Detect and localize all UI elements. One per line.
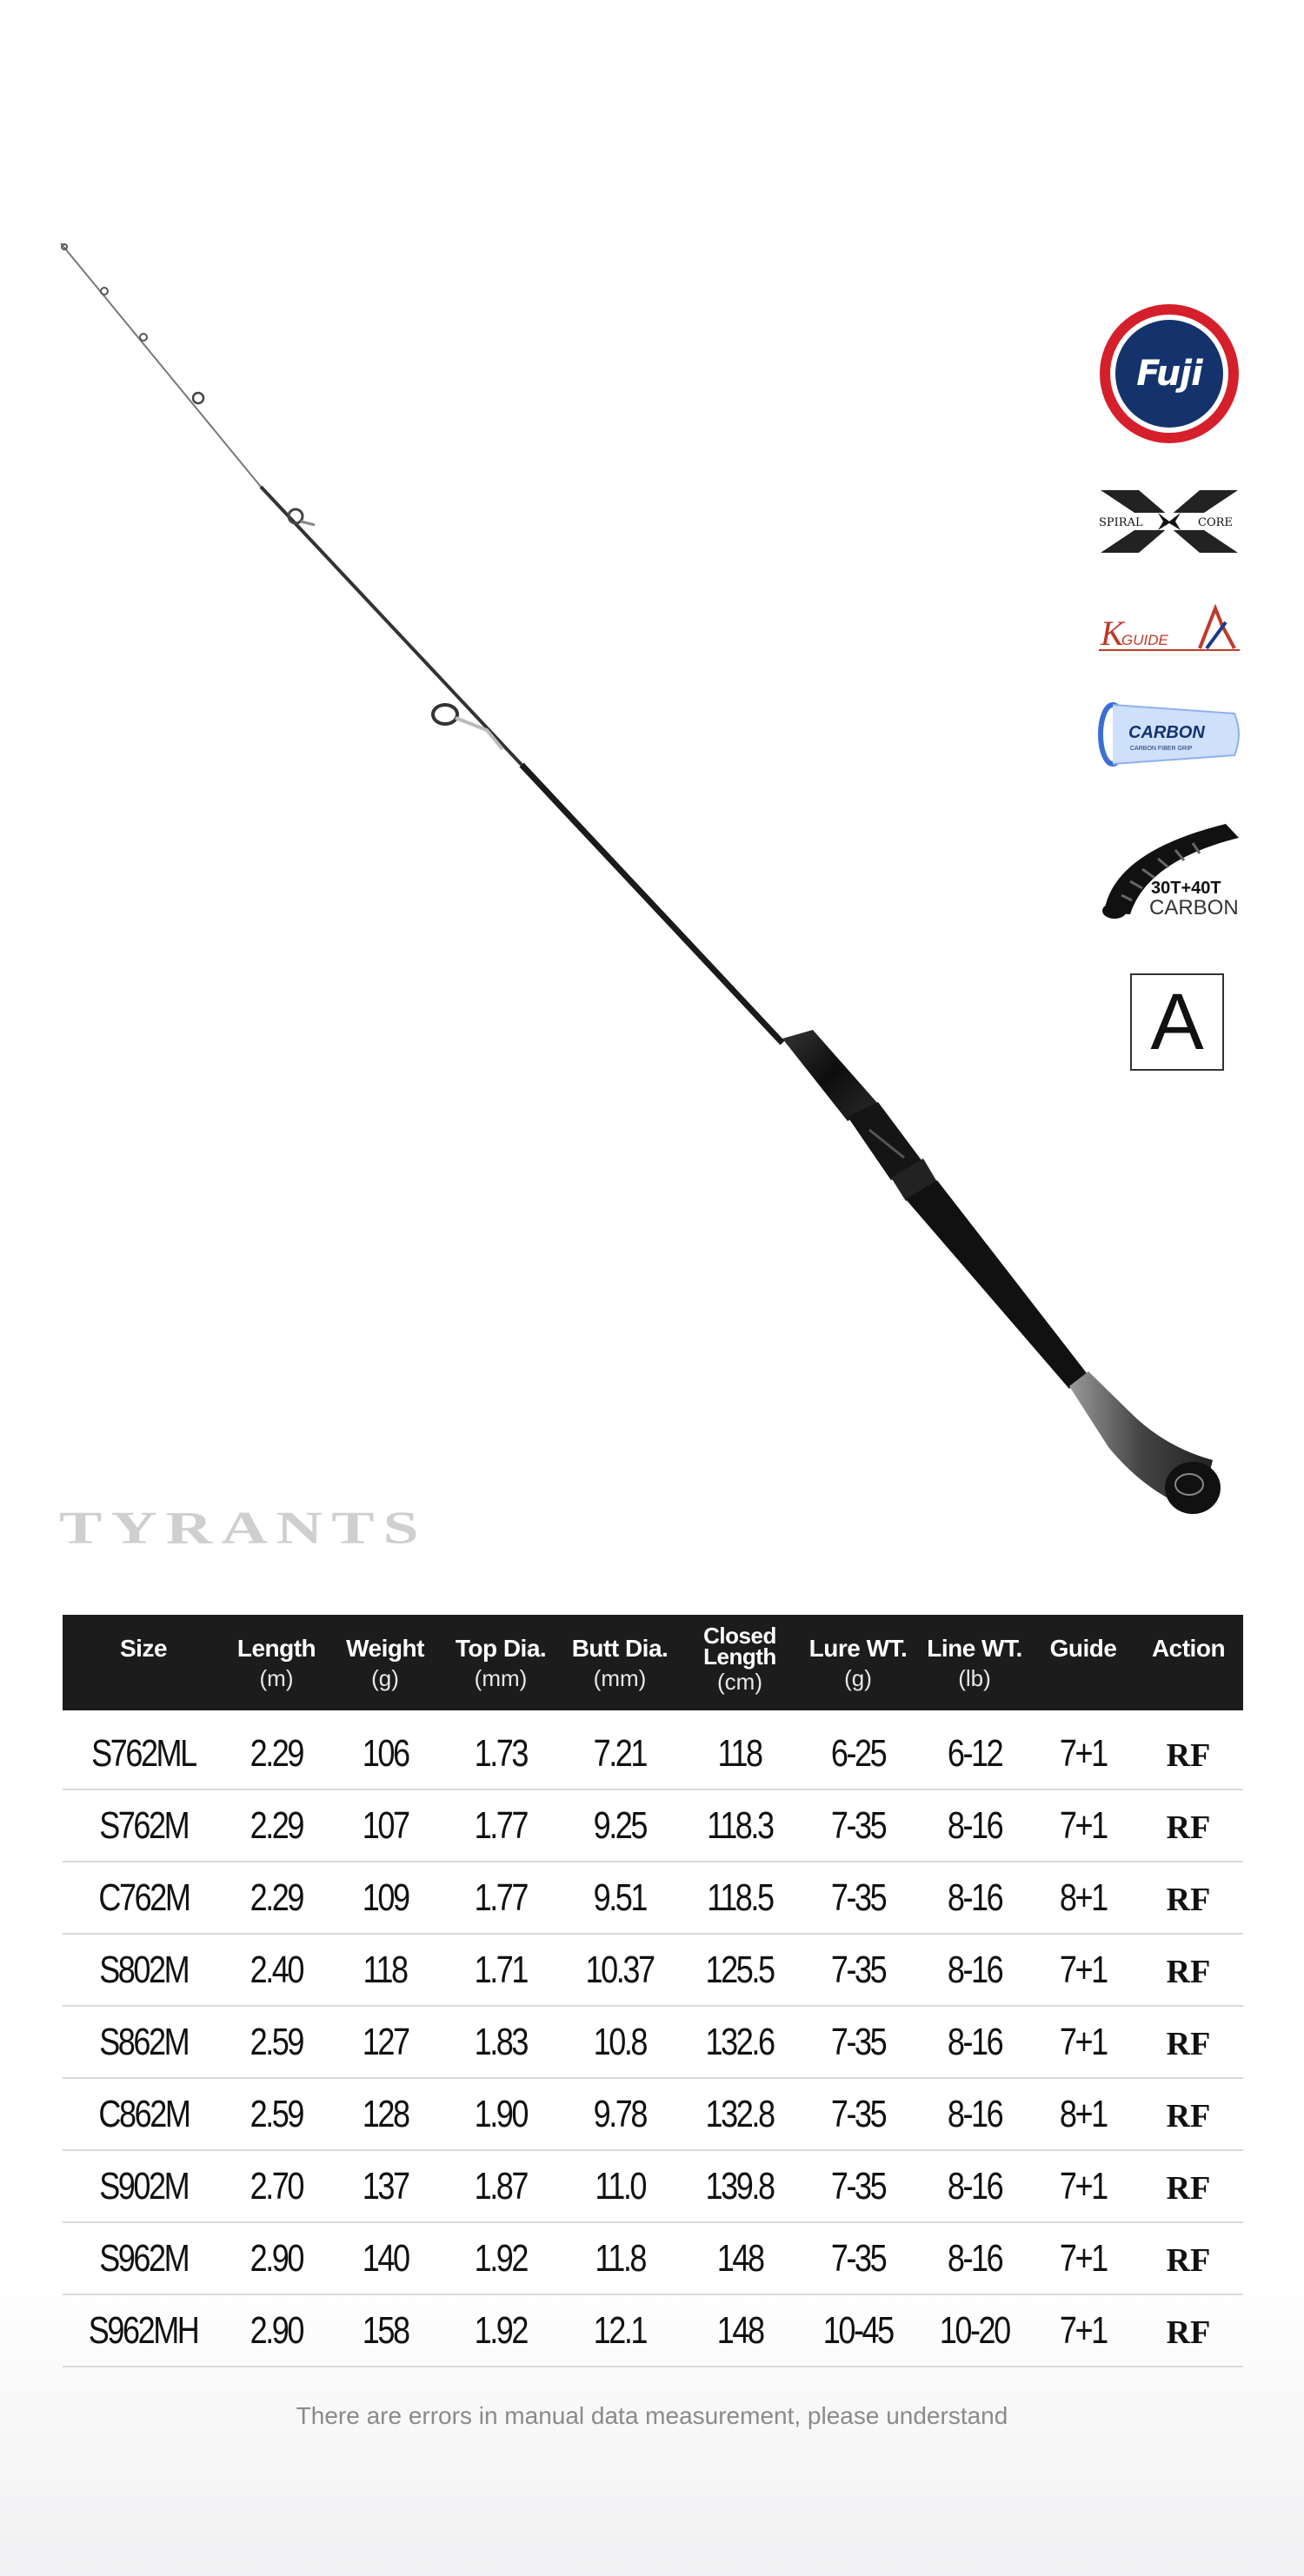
cell-value: 118 [717, 1732, 762, 1775]
cell-length [224, 2078, 329, 2150]
cell-length [224, 1789, 329, 1862]
cell-size [63, 2078, 224, 2150]
cell-value: 9.51 [593, 1876, 647, 1919]
cell-size [63, 1934, 224, 2006]
svg-text:K: K [1101, 614, 1124, 653]
cell-butt-dia [560, 2078, 680, 2150]
cell-value: 118.3 [707, 1803, 773, 1847]
cell-weight [329, 1789, 442, 1862]
cell-lure-wt [800, 1710, 916, 1789]
cell-guide [1033, 1789, 1134, 1862]
cell-length [224, 1862, 329, 1934]
cell-top-dia [442, 1934, 560, 2006]
cell-butt-dia [560, 2150, 680, 2222]
cell-size [63, 2006, 224, 2078]
cell-length [224, 2150, 329, 2222]
cell-closed-length [680, 2222, 800, 2294]
cell-value: 7+1 [1060, 2164, 1107, 2208]
cell-butt-dia [560, 2006, 680, 2078]
header-closed-length: Closed Length (cm) [680, 1615, 800, 1710]
cell-value: 2.29 [249, 1732, 303, 1775]
cell-value: 7-35 [830, 2164, 886, 2208]
cell-size [63, 1710, 224, 1789]
cell-top-dia [442, 1710, 560, 1789]
cell-value: S862M [98, 2020, 189, 2063]
cell-guide [1033, 2294, 1134, 2367]
k-guide-logo [1095, 600, 1243, 661]
action-a-badge: A [1130, 973, 1224, 1071]
cell-size [63, 1862, 224, 1934]
header-size: Size [63, 1615, 224, 1710]
cell-closed-length [680, 1789, 800, 1862]
cell-value: 2.90 [249, 2308, 303, 2352]
cell-value: 132.6 [705, 2020, 774, 2063]
cell-length [224, 1710, 329, 1789]
cell-value: 2.90 [249, 2236, 303, 2280]
cell-value: 11.8 [595, 2236, 645, 2280]
cell-butt-dia [560, 1789, 680, 1862]
cell-weight [329, 1934, 442, 2006]
cell-value: 7-35 [830, 2020, 886, 2063]
cell-value: 8-16 [947, 1876, 1002, 1919]
cell-value: 7+1 [1060, 1803, 1107, 1847]
header-butt-dia: Butt Dia. (mm) [560, 1615, 680, 1710]
cell-value: 7+1 [1060, 2020, 1107, 2063]
cell-guide [1033, 2150, 1134, 2222]
cell-value: 106 [362, 1732, 409, 1775]
cell-value: 1.83 [474, 2020, 528, 2063]
cell-lure-wt [800, 1789, 916, 1862]
cell-value: C762M [97, 1876, 190, 1919]
cell-line-wt [916, 1789, 1033, 1862]
cell-weight [329, 2294, 442, 2367]
cell-value: 7.21 [593, 1732, 647, 1775]
cell-guide [1033, 1934, 1134, 2006]
cell-value: 7-35 [830, 1948, 886, 1991]
cell-line-wt [916, 2006, 1033, 2078]
cell-value: 109 [362, 1876, 409, 1919]
table-row [63, 1862, 1243, 1934]
cell-value: S962M [98, 2236, 189, 2280]
cell-value: 118 [363, 1948, 408, 1991]
cell-action [1134, 1862, 1243, 1934]
svg-text:SPIRAL: SPIRAL [1099, 516, 1143, 529]
spec-table [63, 1615, 1243, 2367]
cell-weight [329, 1862, 442, 1934]
cell-lure-wt [800, 2294, 916, 2367]
cell-length [224, 2294, 329, 2367]
cell-value: 132.8 [705, 2092, 774, 2135]
table-row [63, 2222, 1243, 2294]
cell-value: 107 [362, 1803, 409, 1847]
cell-value: 10-20 [939, 2308, 1009, 2352]
cell-closed-length [680, 1862, 800, 1934]
cell-lure-wt [800, 2150, 916, 2222]
cell-top-dia [442, 2078, 560, 2150]
cell-value: 12.1 [593, 2308, 647, 2352]
cell-butt-dia [560, 2222, 680, 2294]
cell-butt-dia [560, 1710, 680, 1789]
cell-value: 1.92 [474, 2308, 528, 2352]
cell-value: S962MH [89, 2308, 198, 2352]
cell-value: 11.0 [595, 2164, 645, 2208]
cell-value: 7-35 [830, 1803, 886, 1847]
cell-value: 118.5 [707, 1876, 773, 1919]
cell-top-dia [442, 1789, 560, 1862]
cell-value: 1.77 [474, 1803, 528, 1847]
table-row [63, 2294, 1243, 2367]
cell-value: RF [1166, 1881, 1211, 1918]
header-lure-wt: Lure WT. (g) [800, 1615, 916, 1710]
cell-top-dia [442, 2222, 560, 2294]
cell-value: 2.29 [249, 1803, 303, 1847]
header-weight: Weight (g) [329, 1615, 442, 1710]
cell-value: 8-16 [947, 2092, 1002, 2135]
cell-closed-length [680, 2150, 800, 2222]
cell-guide [1033, 2006, 1134, 2078]
cell-weight [329, 2150, 442, 2222]
cell-weight [329, 2006, 442, 2078]
cell-value: 7+1 [1060, 1732, 1107, 1775]
cell-value: 8-16 [947, 1803, 1002, 1847]
cell-value: 127 [362, 2020, 409, 2063]
cell-action [1134, 1789, 1243, 1862]
cell-value: 7+1 [1060, 1948, 1107, 1991]
cell-size [63, 2150, 224, 2222]
cell-length [224, 2006, 329, 2078]
cell-value: 139.8 [705, 2164, 774, 2208]
cell-value: RF [1166, 2097, 1211, 2134]
cell-line-wt [916, 2294, 1033, 2367]
cell-top-dia [442, 2294, 560, 2367]
spec-table-body [63, 1710, 1243, 2367]
cell-value: S802M [98, 1948, 189, 1991]
carbon-grip-logo [1095, 700, 1243, 769]
cell-value: 10.8 [593, 2020, 647, 2063]
header-guide: Guide [1033, 1615, 1134, 1710]
30t-40t-carbon-logo [1095, 817, 1243, 921]
svg-text:30T+40T: 30T+40T [1151, 879, 1221, 898]
spiral-x-core-logo [1095, 487, 1243, 556]
spec-table-header [63, 1615, 1243, 1710]
cell-value: RF [1166, 1737, 1211, 1774]
header-action: Action [1134, 1615, 1243, 1710]
cell-value: 9.78 [593, 2092, 647, 2135]
cell-action [1134, 1934, 1243, 2006]
cell-lure-wt [800, 2222, 916, 2294]
cell-butt-dia [560, 1862, 680, 1934]
table-row [63, 2150, 1243, 2222]
cell-length [224, 1934, 329, 2006]
cell-line-wt [916, 2150, 1033, 2222]
svg-text:CORE: CORE [1198, 516, 1233, 529]
cell-value: 8+1 [1060, 2092, 1107, 2135]
cell-value: 9.25 [593, 1803, 647, 1847]
cell-value: 1.87 [474, 2164, 528, 2208]
cell-closed-length [680, 2006, 800, 2078]
cell-weight [329, 1710, 442, 1789]
cell-action [1134, 2222, 1243, 2294]
cell-value: 1.90 [474, 2092, 528, 2135]
cell-value: RF [1166, 1953, 1211, 1990]
cell-top-dia [442, 2150, 560, 2222]
cell-line-wt [916, 2222, 1033, 2294]
cell-value: 2.29 [249, 1876, 303, 1919]
cell-value: 2.59 [249, 2020, 303, 2063]
cell-action [1134, 2006, 1243, 2078]
cell-value: 1.92 [474, 2236, 528, 2280]
svg-text:GUIDE: GUIDE [1121, 632, 1168, 648]
cell-value: 2.70 [249, 2164, 303, 2208]
cell-lure-wt [800, 2078, 916, 2150]
cell-value: RF [1166, 2025, 1211, 2062]
cell-value: 8-16 [947, 2236, 1002, 2280]
cell-guide [1033, 1710, 1134, 1789]
cell-line-wt [916, 1710, 1033, 1789]
table-row [63, 2006, 1243, 2078]
cell-value: 10-45 [822, 2308, 893, 2352]
cell-size [63, 1789, 224, 1862]
cell-value: 10.37 [585, 1948, 654, 1991]
cell-length [224, 2222, 329, 2294]
cell-value: RF [1166, 2241, 1211, 2279]
cell-guide [1033, 1862, 1134, 1934]
cell-value: 140 [362, 2236, 409, 2280]
cell-line-wt [916, 2078, 1033, 2150]
svg-text:CARBON FIBER GRIP: CARBON FIBER GRIP [1130, 746, 1193, 752]
cell-guide [1033, 2078, 1134, 2150]
cell-lure-wt [800, 1934, 916, 2006]
cell-value: 137 [362, 2164, 409, 2208]
cell-value: 158 [362, 2308, 409, 2352]
cell-size [63, 2222, 224, 2294]
cell-value: 1.77 [474, 1876, 528, 1919]
cell-butt-dia [560, 2294, 680, 2367]
cell-weight [329, 2078, 442, 2150]
cell-action [1134, 2078, 1243, 2150]
cell-closed-length [680, 1710, 800, 1789]
fuji-logo: Fuji [1100, 304, 1239, 443]
cell-value: 7+1 [1060, 2236, 1107, 2280]
cell-closed-length [680, 1934, 800, 2006]
cell-value: 148 [716, 2236, 763, 2280]
cell-value: C862M [97, 2092, 190, 2135]
cell-value: S762M [98, 1803, 189, 1847]
cell-size [63, 2294, 224, 2367]
cell-value: 8+1 [1060, 1876, 1107, 1919]
cell-value: 125.5 [705, 1948, 774, 1991]
cell-value: 8-16 [947, 2020, 1002, 2063]
header-line-wt: Line WT. (lb) [916, 1615, 1033, 1710]
cell-line-wt [916, 1934, 1033, 2006]
header-length: Length (m) [224, 1615, 329, 1710]
header-top-dia: Top Dia. (mm) [442, 1615, 560, 1710]
cell-value: RF [1166, 1809, 1211, 1846]
cell-value: 6-12 [947, 1732, 1002, 1775]
cell-lure-wt [800, 2006, 916, 2078]
cell-value: 128 [362, 2092, 409, 2135]
cell-value: 6-25 [830, 1732, 886, 1775]
svg-text:CARBON: CARBON [1128, 723, 1205, 742]
cell-value: RF [1166, 2169, 1211, 2207]
table-row [63, 1934, 1243, 2006]
cell-lure-wt [800, 1862, 916, 1934]
brand-title: TYRANTS [59, 1502, 428, 1554]
measurement-disclaimer: There are errors in manual data measurement, please understand [296, 2402, 1008, 2429]
cell-action [1134, 2294, 1243, 2367]
table-row [63, 1789, 1243, 1862]
cell-action [1134, 2150, 1243, 2222]
cell-top-dia [442, 1862, 560, 1934]
cell-guide [1033, 2222, 1134, 2294]
cell-value: 7-35 [830, 2236, 886, 2280]
cell-value: S762ML [91, 1732, 196, 1775]
cell-butt-dia [560, 1934, 680, 2006]
cell-value: S902M [98, 2164, 189, 2208]
cell-top-dia [442, 2006, 560, 2078]
table-row [63, 1710, 1243, 1789]
cell-value: 8-16 [947, 1948, 1002, 1991]
cell-value: 2.40 [249, 1948, 303, 1991]
cell-closed-length [680, 2294, 800, 2367]
cell-line-wt [916, 1862, 1033, 1934]
cell-value: 1.73 [474, 1732, 528, 1775]
cell-weight [329, 2222, 442, 2294]
cell-value: 1.71 [474, 1948, 528, 1991]
cell-value: 148 [716, 2308, 763, 2352]
cell-action [1134, 1710, 1243, 1789]
cell-value: RF [1166, 2314, 1211, 2351]
svg-text:CARBON: CARBON [1149, 896, 1239, 920]
cell-value: 7+1 [1060, 2308, 1107, 2352]
cell-value: 8-16 [947, 2164, 1002, 2208]
table-row [63, 2078, 1243, 2150]
cell-closed-length [680, 2078, 800, 2150]
cell-value: 2.59 [249, 2092, 303, 2135]
cell-value: 7-35 [830, 1876, 886, 1919]
cell-value: 7-35 [830, 2092, 886, 2135]
